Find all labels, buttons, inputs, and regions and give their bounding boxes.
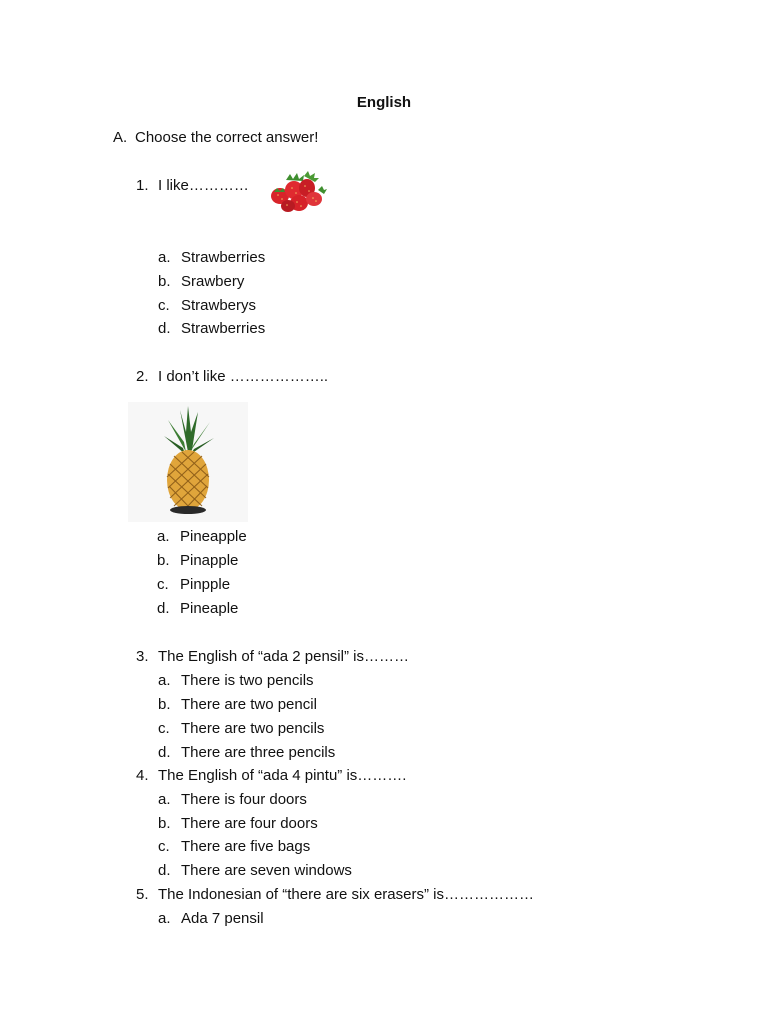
question-3 <box>136 647 409 667</box>
option-letter: d. <box>158 744 171 761</box>
option-letter: a. <box>158 672 171 689</box>
option-2b[interactable] <box>157 551 238 571</box>
option-text: There are seven windows <box>181 862 352 879</box>
option-3c[interactable] <box>158 719 324 739</box>
option-letter: a. <box>158 791 171 808</box>
option-3a[interactable] <box>158 671 314 691</box>
question-text: The English of “ada 4 pintu” is………. <box>158 767 407 784</box>
option-letter: b. <box>158 273 171 290</box>
option-letter: c. <box>158 838 170 855</box>
option-letter: a. <box>158 249 171 266</box>
option-1a[interactable] <box>158 248 265 268</box>
option-text: There are two pencils <box>181 720 325 737</box>
question-text: I like………… <box>158 177 249 194</box>
option-text: There is two pencils <box>181 672 314 689</box>
option-1d[interactable] <box>158 319 265 339</box>
question-text: The Indonesian of “there are six erasers” is……………… <box>158 886 534 903</box>
question-number: 3. <box>136 648 149 665</box>
option-text: There are four doors <box>181 815 318 832</box>
option-1b[interactable] <box>158 272 244 292</box>
option-letter: b. <box>158 815 171 832</box>
option-2c[interactable] <box>157 575 230 595</box>
option-text: Strawberries <box>181 320 266 337</box>
option-text: There are three pencils <box>181 744 336 761</box>
section-heading <box>113 128 318 148</box>
pineapple-image <box>128 402 248 522</box>
option-letter: a. <box>158 910 171 927</box>
option-2d[interactable] <box>157 599 238 619</box>
option-4d[interactable] <box>158 861 352 881</box>
option-5a[interactable] <box>158 909 264 929</box>
strawberries-image <box>266 168 328 216</box>
section-marker: A. <box>113 129 128 146</box>
section-text: Choose the correct answer! <box>135 129 319 146</box>
question-5 <box>136 885 534 905</box>
option-letter: a. <box>157 528 170 545</box>
option-text: There is four doors <box>181 791 307 808</box>
pineapple-crown <box>164 406 214 454</box>
option-letter: d. <box>157 600 170 617</box>
option-text: There are two pencil <box>181 696 317 713</box>
option-4a[interactable] <box>158 790 307 810</box>
question-text: The English of “ada 2 pensil” is……… <box>158 648 409 665</box>
option-text: Ada 7 pensil <box>181 910 264 927</box>
option-letter: d. <box>158 862 171 879</box>
option-text: Strawberries <box>181 249 266 266</box>
question-number: 1. <box>136 177 149 194</box>
option-letter: b. <box>158 696 171 713</box>
option-3d[interactable] <box>158 743 335 763</box>
option-text: Pinapple <box>180 552 239 569</box>
option-2a[interactable] <box>157 527 247 547</box>
option-text: Srawbery <box>181 273 245 290</box>
option-text: Pineapple <box>180 528 247 545</box>
option-letter: d. <box>158 320 171 337</box>
option-4c[interactable] <box>158 837 310 857</box>
question-text: I don’t like ……………….. <box>158 368 329 385</box>
option-1c[interactable] <box>158 296 256 316</box>
option-3b[interactable] <box>158 695 317 715</box>
question-number: 4. <box>136 767 149 784</box>
option-letter: c. <box>158 297 170 314</box>
page-title: English <box>356 94 412 111</box>
question-1 <box>136 176 249 196</box>
option-text: Strawberys <box>181 297 257 314</box>
question-number: 5. <box>136 886 149 903</box>
option-letter: c. <box>157 576 169 593</box>
option-text: Pinpple <box>180 576 231 593</box>
option-text: There are five bags <box>181 838 311 855</box>
question-number: 2. <box>136 368 149 385</box>
question-4 <box>136 766 406 786</box>
strawberry-leaves <box>286 171 319 182</box>
option-letter: b. <box>157 552 170 569</box>
option-4b[interactable] <box>158 814 318 834</box>
option-letter: c. <box>158 720 170 737</box>
question-2 <box>136 367 328 387</box>
option-text: Pineaple <box>180 600 239 617</box>
